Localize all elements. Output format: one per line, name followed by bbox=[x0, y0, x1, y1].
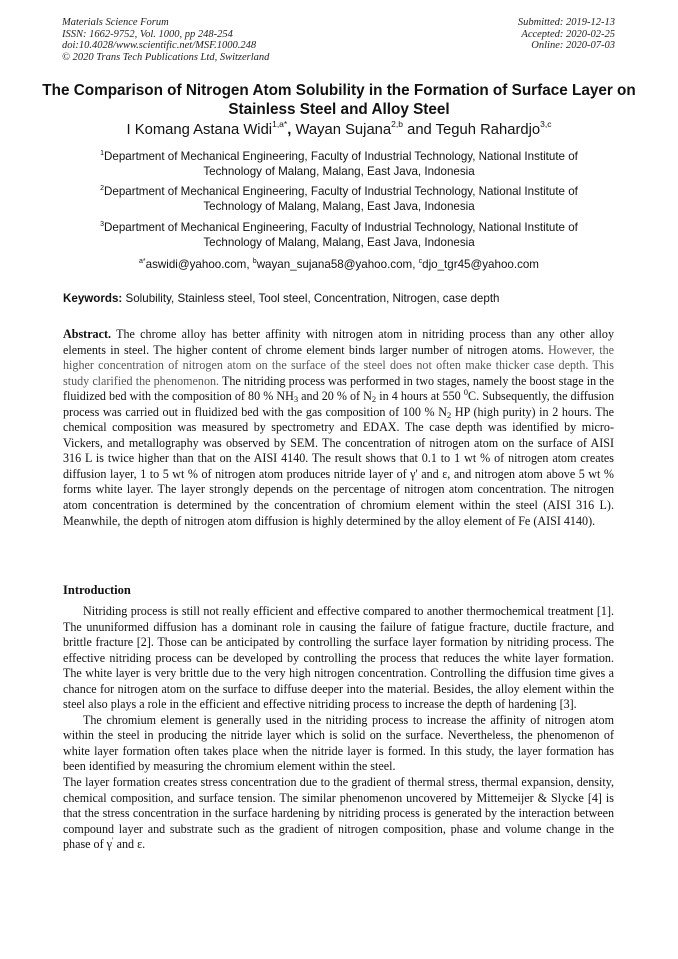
abstract-text: and 20 % of N bbox=[298, 389, 372, 404]
email-mark: b bbox=[252, 258, 257, 265]
email-mark: a* bbox=[139, 258, 146, 265]
email-link[interactable]: aswidi@yahoo.com, bbox=[145, 258, 253, 271]
abstract bbox=[63, 327, 614, 529]
author-affiliation-mark: 2,b bbox=[391, 119, 403, 129]
journal-copyright: © 2020 Trans Tech Publications Ltd, Switzerland bbox=[62, 51, 270, 63]
paper-title: The Comparison of Nitrogen Atom Solubility in the Formation of Surface Layer on Stainless Steel and Alloy Steel bbox=[42, 82, 636, 118]
introduction-body bbox=[63, 604, 614, 853]
superscript: 0 bbox=[463, 387, 469, 398]
subscript: 2 bbox=[446, 409, 452, 420]
superscript: ' bbox=[112, 835, 114, 846]
author-name: Teguh Rahardjo bbox=[435, 122, 541, 138]
email-mark: c bbox=[418, 258, 423, 265]
journal-issn: ISSN: 1662-9752, Vol. 1000, pp 248-254 bbox=[62, 28, 233, 40]
keywords bbox=[63, 292, 623, 306]
author-name: I Komang Astana Widi bbox=[126, 122, 273, 138]
email-link[interactable]: wayan_sujana58@yahoo.com, bbox=[256, 258, 419, 271]
paragraph-text: The layer formation creates stress concentration due to the gradient of thermal stress, thermal expansion, density, chemical composition, and surface tension. The similar phenomenon uncovered by Mittemeijer & Slycke [4] is that the stress concentration in the surface hardening by nitriding process is generated by the interaction between compound layer and substrate such as the gradient of nitrogen composition, phase and volume change in the phase of γ bbox=[63, 775, 614, 852]
affiliation-mark: 3 bbox=[100, 221, 104, 228]
affiliation-mark: 2 bbox=[100, 185, 104, 192]
affiliation-mark: 1 bbox=[100, 150, 104, 157]
publication-dates bbox=[518, 17, 615, 52]
author-affiliation-mark: 3,c bbox=[540, 119, 552, 129]
affiliation-text: Department of Mechanical Engineering, Faculty of Industrial Technology, National Institute of Technology of Malang, Malang, East Java, Indonesia bbox=[104, 150, 578, 178]
abstract-text: The nitriding process was performed in two stages, namely the boost stage in the fluidized bed with the composition of 80 % NH bbox=[63, 373, 614, 404]
keywords-text: Solubility, Stainless steel, Tool steel, Concentration, Nitrogen, case depth bbox=[122, 292, 500, 305]
abstract-text-highlight: However, the higher concentration of nitrogen atom on the surface of the steel does not often make thicker case depth. This study clarified the phenomenon. bbox=[63, 342, 614, 388]
date-accepted: Accepted: 2020-02-25 bbox=[521, 28, 615, 40]
abstract-label: Abstract. bbox=[63, 327, 112, 341]
affiliation-text: Department of Mechanical Engineering, Faculty of Industrial Technology, National Institute of Technology of Malang, Malang, East Java, Indonesia bbox=[104, 185, 578, 213]
author-separator: , bbox=[287, 122, 296, 138]
date-online: Online: 2020-07-03 bbox=[531, 40, 615, 52]
section-heading-introduction: Introduction bbox=[63, 583, 131, 597]
journal-doi: doi:10.4028/www.scientific.net/MSF.1000.248 bbox=[62, 40, 257, 52]
abstract-text: HP (high purity) in 2 hours. The chemical composition was measured by spectrometry and EDAX. The case depth was identified by micro-Vickers, and metallography was observed by SEM. The concentration of nitrogen atom on the surface of AISI 316 L is twice higher than that on the AISI 4140. The result shows that 0.1 to 1 wt % of nitrogen atom creates diffusion layer, 1 to 5 wt % of nitrogen atom produces nitride layer of γ' and ε, and nitrogen atom above 5 wt % forms white layer. The layer strongly depends on the percentage of nitrogen atom concentration. The nitrogen atom concentration is determined by the concentration of chromium element within the steel (AISI 316 L). Meanwhile, the depth of nitrogen atom diffusion is highly determined by the alloy element of Fe (AISI 4140). bbox=[63, 404, 614, 528]
author-emails bbox=[40, 258, 638, 272]
affiliation bbox=[70, 185, 608, 214]
abstract-text: The chrome alloy has better affinity with nitrogen atom in nitriding process than any other alloy elements in steel. The higher content of chrome element binds larger number of nitrogen atoms. bbox=[63, 327, 614, 357]
email-link[interactable]: djo_tgr45@yahoo.com bbox=[422, 258, 539, 271]
subscript: 3 bbox=[293, 394, 299, 405]
paragraph: Nitriding process is still not really efficient and effective compared to another thermochemical treatment [1]. The ununiformed diffusion has a dominant role in causing the failure of fatigue fracture, ductile fracture, and brittle fracture [2]. Those can be anticipated by controlling the surface layer formation by nitriding process. The effective nitriding process can be developed by controlling the process that reduces the white layer formation. The white layer is very brittle due to the very high nitrogen concentration. Controlling the diffusion time gives a chance for nitrogen atom on the surface to diffuse deeper into the material. Besides, the alloy element within the steel also plays a role in the efficient and effective nitriding process to increase the depth of hardening [3]. bbox=[63, 604, 614, 712]
affiliation bbox=[70, 221, 608, 250]
paragraph-text: and ε. bbox=[113, 837, 146, 852]
affiliation-text: Department of Mechanical Engineering, Faculty of Industrial Technology, National Institute of Technology of Malang, Malang, East Java, Indonesia bbox=[104, 221, 578, 249]
affiliation bbox=[70, 150, 608, 179]
subscript: 2 bbox=[371, 394, 377, 405]
journal-header bbox=[62, 17, 269, 63]
author-affiliation-mark: 1,a* bbox=[272, 119, 288, 129]
author-list bbox=[40, 121, 638, 140]
author-separator: and bbox=[402, 122, 436, 138]
paragraph: The chromium element is generally used in the nitriding process to increase the affinity of nitrogen atom within the steel in producing the nitride layer which is solid on the surface. Nevertheless, the phenomenon of white layer formation often takes place when the nitride layer is formed. In this study, the layer formation has been identified by measuring the chromium element within the steel. bbox=[63, 712, 614, 774]
author-name: Wayan Sujana bbox=[295, 122, 392, 138]
date-submitted: Submitted: 2019-12-13 bbox=[517, 17, 615, 28]
journal-name: Materials Science Forum bbox=[62, 17, 169, 28]
paragraph bbox=[63, 775, 614, 853]
keywords-label: Keywords: bbox=[63, 292, 123, 305]
abstract-text: C. Subsequently, the diffusion process was carried out in fluidized bed with the gas composition of 100 % N bbox=[63, 389, 614, 419]
abstract-text: in 4 hours at 550 bbox=[376, 389, 464, 404]
